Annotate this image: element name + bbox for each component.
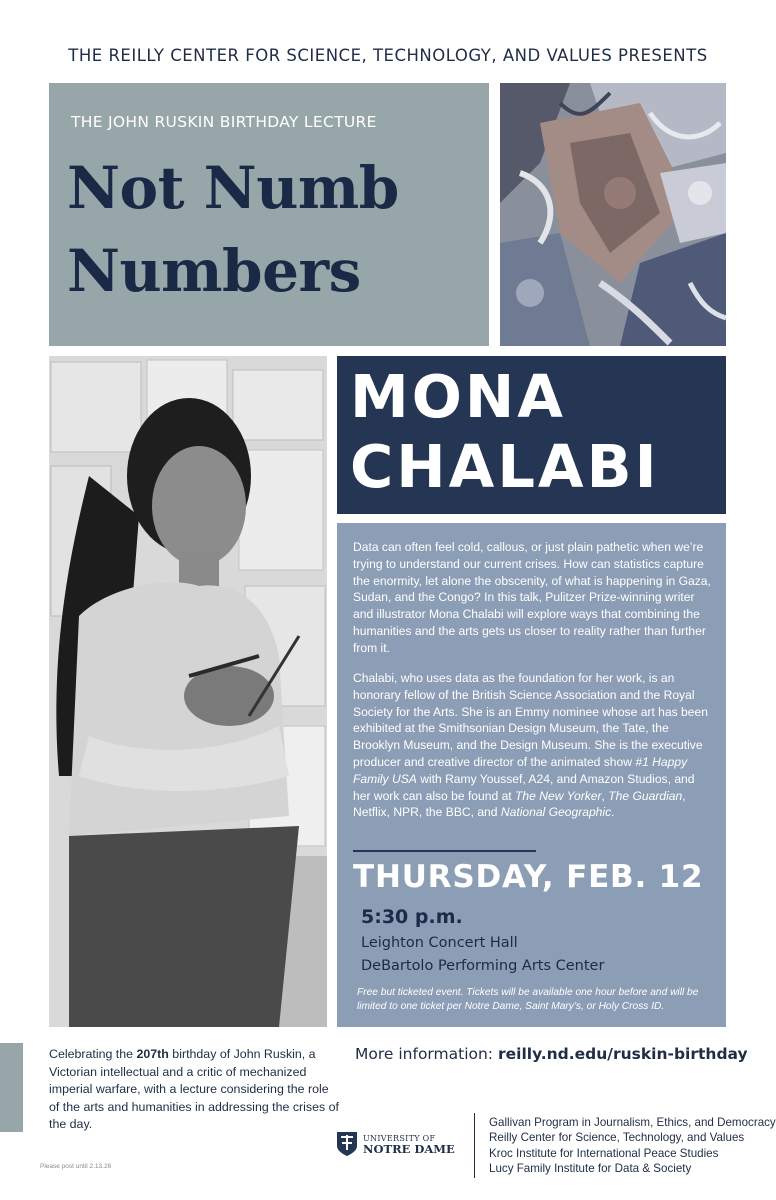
sponsor-item: Reilly Center for Science, Technology, and Values bbox=[489, 1131, 745, 1145]
event-date: THURSDAY, FEB. 12 bbox=[353, 859, 704, 895]
accent-bar bbox=[0, 1043, 23, 1132]
celebration-text: Celebrating the 207th birthday of John Ruskin, a Victorian intellectual and a critic of mechanized imperial warfare, with a lecture considering the role of the arts and humanities in addressing the crises of the day. bbox=[49, 1047, 339, 1132]
speaker-photo bbox=[49, 356, 327, 1027]
more-information bbox=[355, 1045, 748, 1063]
ticket-note: Free but ticketed event. Tickets will be available one hour before and will be limited to one ticket per Notre Dame, Saint Mary’s, or Holy Cross ID. bbox=[357, 987, 699, 1012]
description-paragraph-1: Data can often feel cold, callous, or just plain pathetic when we’re trying to understand our current crises. How can statistics capture the enormity, let alone the obscenity, of what is happening in Gaza, Sudan, and the Congo? In this talk, Pulitzer Prize-winning writer and illustrator Mona Chalabi will explore ways that combining the humanities and the arts gets us closer to reality rather than further from it. bbox=[353, 540, 711, 655]
presenter-heading: THE REILLY CENTER FOR SCIENCE, TECHNOLOGY, AND VALUES PRESENTS bbox=[68, 46, 708, 65]
event-time: 5:30 p.m. bbox=[361, 906, 463, 928]
title-panel bbox=[49, 83, 489, 346]
logo-line-2: NOTRE DAME bbox=[363, 1142, 455, 1156]
speaker-last-name: CHALABI bbox=[350, 432, 660, 501]
more-info-label: More information: bbox=[355, 1045, 498, 1063]
notre-dame-logo bbox=[336, 1131, 463, 1157]
publication-guardian: The Guardian bbox=[608, 788, 683, 803]
sponsor-item: Kroc Institute for International Peace Studies bbox=[489, 1146, 719, 1160]
sponsor-item: Lucy Family Institute for Data & Society bbox=[489, 1162, 692, 1176]
more-info-link[interactable]: reilly.nd.edu/ruskin-birthday bbox=[497, 1045, 748, 1063]
venue-hall: Leighton Concert Hall bbox=[361, 935, 518, 951]
venue-center: DeBartolo Performing Arts Center bbox=[361, 958, 605, 974]
birthday-ordinal: 207th bbox=[136, 1047, 169, 1061]
post-until-note: Please post until 2.13.26 bbox=[40, 1163, 112, 1170]
speaker-name-panel bbox=[337, 356, 726, 514]
sponsor-list bbox=[489, 1115, 776, 1177]
lecture-title-line-2: Numbers bbox=[67, 237, 361, 305]
publication-national-geographic: National Geographic bbox=[500, 805, 612, 820]
event-info-panel bbox=[337, 523, 726, 1027]
show-title: #1 Happy Family USA bbox=[353, 754, 688, 786]
artwork-image bbox=[500, 83, 726, 346]
speaker-name bbox=[350, 362, 660, 502]
lecture-title bbox=[67, 147, 399, 313]
description-paragraph-2: Chalabi, who uses data as the foundation for her work, is an honorary fellow of the British Science Association and the Royal Society for the Arts. She is an Emmy nominee whose art has been exhibited at the Smithsonian Design Museum, the Tate, the Brooklyn Museum, and the Design Museum. She is the executive producer and creative director of the animated show #1 Happy Family USA with Ramy Youssef, A24, and Amazon Studios, and her work can also be found at The New Yorker, The Guardian, Netflix, NPR, the BBC, and National Geographic. bbox=[353, 671, 708, 820]
sponsor-divider bbox=[474, 1113, 475, 1178]
lecture-series-label: THE JOHN RUSKIN BIRTHDAY LECTURE bbox=[71, 113, 377, 131]
lecture-title-line-1: Not Numb bbox=[67, 154, 399, 222]
logo-line-1: UNIVERSITY OF bbox=[363, 1134, 436, 1143]
publication-new-yorker: The New Yorker bbox=[515, 788, 602, 803]
sponsor-item: Gallivan Program in Journalism, Ethics, and Democracy bbox=[489, 1116, 776, 1129]
speaker-first-name: MONA bbox=[350, 362, 566, 431]
section-divider bbox=[353, 850, 536, 852]
